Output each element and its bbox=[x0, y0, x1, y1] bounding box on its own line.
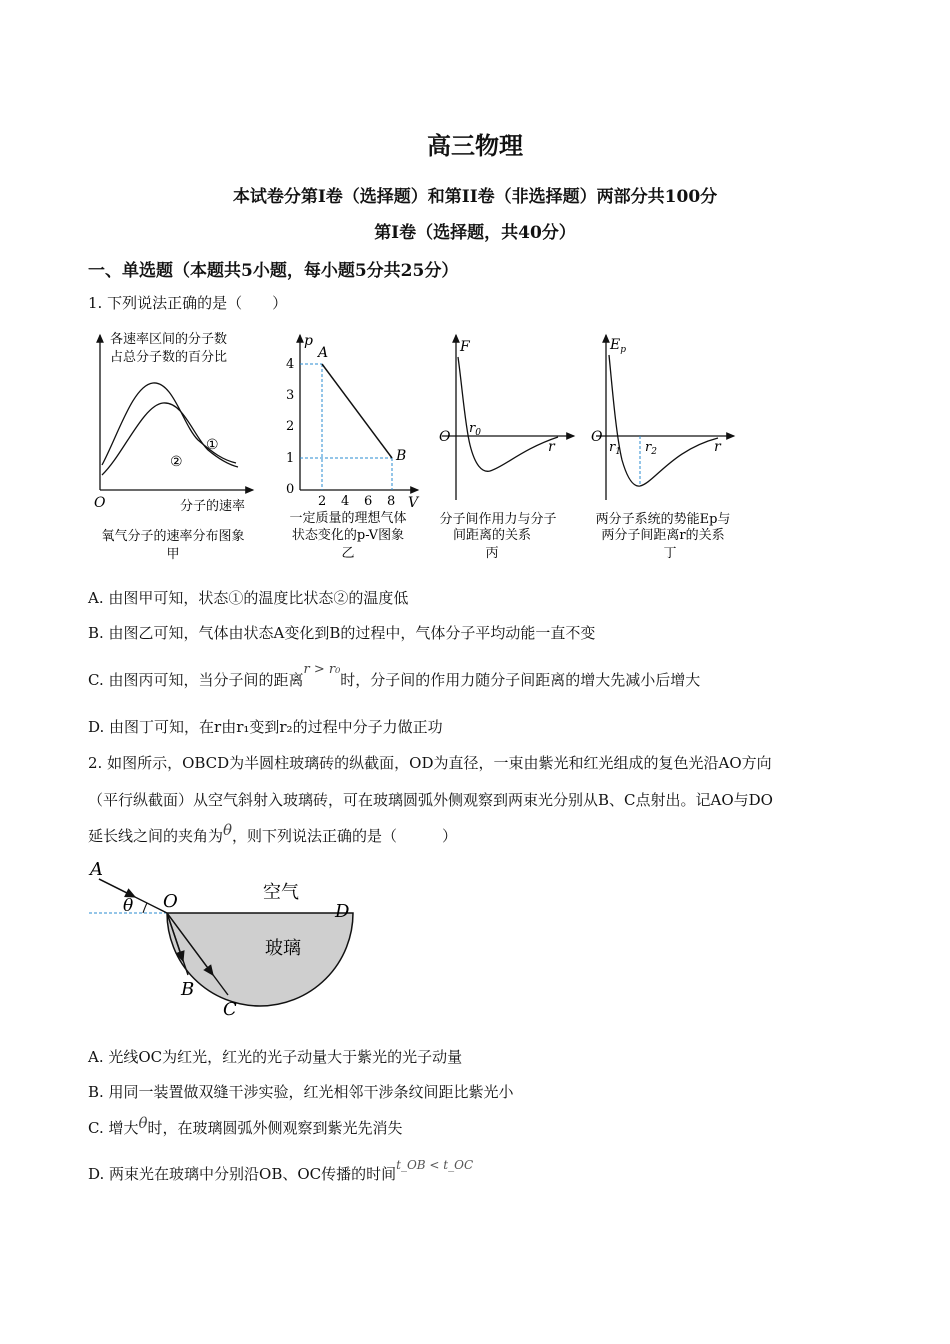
theta-arc bbox=[143, 903, 147, 913]
jia-caption1: 氧气分子的速率分布图象 bbox=[101, 529, 245, 544]
q1-option-a: A. 由图甲可知，状态①的温度比状态②的温度低 bbox=[88, 589, 409, 607]
glass-semicircle bbox=[167, 913, 353, 1006]
q2-line3 bbox=[88, 821, 458, 847]
q2-option-a: A. 光线OC为红光，红光的光子动量大于紫光的光子动量 bbox=[88, 1048, 463, 1066]
label-theta: θ bbox=[123, 896, 134, 916]
jia-origin: O bbox=[94, 495, 106, 511]
q2-option-d-pre: D. 两束光在玻璃中分别沿OB、OC传播的时间 bbox=[88, 1165, 397, 1183]
yi-ylabel: p bbox=[304, 333, 313, 349]
part-title: 第I卷（选择题，共40分） bbox=[374, 223, 576, 243]
q2-line3-pre: 延长线之间的夹角为 bbox=[88, 827, 224, 845]
q2-figure bbox=[85, 855, 375, 1020]
yi-caption2: 状态变化的p-V图象 bbox=[291, 528, 405, 543]
ding-caption1: 两分子系统的势能Ep与 bbox=[595, 512, 731, 527]
q1-stem: 1. 下列说法正确的是（ ） bbox=[88, 294, 288, 312]
yi-caption1: 一定质量的理想气体 bbox=[289, 511, 407, 526]
bing-xlabel: r bbox=[548, 439, 555, 455]
q2-option-c bbox=[88, 1114, 403, 1138]
q2-line2: （平行纵截面）从空气斜射入玻璃砖，可在玻璃圆弧外侧观察到两束光分别从B、C点射出。记AO与DO bbox=[88, 791, 773, 809]
process-line bbox=[322, 364, 392, 458]
q2-option-b: B. 用同一装置做双缝干涉实验，红光相邻干涉条纹间距比紫光小 bbox=[88, 1083, 514, 1101]
q2-option-c-pre: C. 增大 bbox=[88, 1119, 139, 1137]
q2-option-c-theta: θ bbox=[138, 1114, 148, 1132]
q2-line3-post: ，则下列说法正确的是（ ） bbox=[232, 827, 458, 845]
ding-caption3: 丁 bbox=[663, 546, 677, 561]
incident-arrow bbox=[99, 879, 135, 897]
yi-yticks bbox=[286, 357, 294, 497]
figure-ding bbox=[588, 325, 748, 570]
ytick: 3 bbox=[286, 388, 295, 403]
jia-caption2: 甲 bbox=[166, 547, 180, 562]
label-D: D bbox=[335, 901, 350, 922]
jia-ylabel1: 各速率区间的分子数 bbox=[110, 332, 228, 347]
figure-yi bbox=[280, 325, 430, 570]
xtick: 8 bbox=[387, 494, 396, 509]
curve1-label: ① bbox=[206, 437, 219, 453]
ding-r1: $r_1$ bbox=[609, 440, 621, 457]
q1-option-b: B. 由图乙可知，气体由状态A变化到B的过程中，气体分子平均动能一直不变 bbox=[88, 624, 596, 642]
ding-r2: $r_2$ bbox=[645, 440, 657, 457]
page-title: 高三物理 bbox=[427, 131, 523, 160]
ding-origin: O bbox=[591, 429, 603, 445]
ytick: 4 bbox=[286, 357, 295, 372]
point-B: B bbox=[396, 448, 407, 464]
point-A: A bbox=[318, 345, 329, 361]
q2-option-c-post: 时，在玻璃圆弧外侧观察到紫光先消失 bbox=[147, 1119, 403, 1137]
bing-caption3: 丙 bbox=[485, 546, 499, 561]
xtick: 2 bbox=[318, 494, 327, 509]
q1-option-c bbox=[88, 662, 701, 690]
force-curve bbox=[458, 357, 558, 471]
bing-caption2: 间距离的关系 bbox=[452, 528, 532, 543]
yi-xticks bbox=[318, 494, 395, 509]
figure-jia bbox=[88, 325, 268, 570]
label-O: O bbox=[163, 891, 178, 912]
ding-ylabel: $E_p$ bbox=[610, 337, 626, 355]
ding-caption2: 两分子间距离r的关系 bbox=[601, 528, 725, 543]
bing-ylabel: F bbox=[460, 339, 470, 355]
ytick: 0 bbox=[286, 482, 295, 497]
q1-option-c-math: r > r₀ bbox=[303, 662, 341, 677]
yi-caption3: 乙 bbox=[341, 546, 355, 561]
label-B: B bbox=[181, 979, 195, 1000]
label-C: C bbox=[223, 999, 237, 1020]
q2-theta: θ bbox=[223, 821, 233, 839]
curve2-label: ② bbox=[170, 454, 183, 470]
energy-curve bbox=[609, 355, 718, 486]
bing-origin: O bbox=[439, 429, 451, 445]
q2-line1: 2. 如图所示，OBCD为半圆柱玻璃砖的纵截面，OD为直径，一束由紫光和红光组成的复色光沿AO方向 bbox=[88, 754, 772, 772]
q2-option-d-math: t_OB < t_OC bbox=[396, 1158, 474, 1172]
figure-bing bbox=[432, 325, 582, 570]
q1-option-d: D. 由图丁可知，在r由r₁变到r₂的过程中分子力做正功 bbox=[88, 718, 443, 736]
ytick: 2 bbox=[286, 419, 295, 434]
jia-xlabel: 分子的速率 bbox=[180, 499, 246, 514]
ytick: 1 bbox=[286, 451, 295, 466]
bing-r0: $r_0$ bbox=[469, 421, 481, 438]
xtick: 6 bbox=[364, 494, 373, 509]
label-glass: 玻璃 bbox=[265, 938, 301, 959]
yi-xlabel: V bbox=[408, 495, 419, 511]
q1-option-c-pre: C. 由图丙可知，当分子间的距离 bbox=[88, 671, 304, 689]
label-A: A bbox=[90, 859, 103, 880]
jia-ylabel2: 占总分子数的百分比 bbox=[110, 350, 228, 365]
exam-subtitle: 本试卷分第I卷（选择题）和第II卷（非选择题）两部分共100分 bbox=[232, 187, 718, 207]
ding-xlabel: r bbox=[714, 439, 721, 455]
q1-option-c-post: 时，分子间的作用力随分子间距离的增大先减小后增大 bbox=[340, 671, 701, 689]
bing-caption1: 分子间作用力与分子 bbox=[439, 512, 557, 527]
label-air: 空气 bbox=[263, 882, 299, 903]
section-title: 一、单选题（本题共5小题，每小题5分共25分） bbox=[88, 261, 459, 281]
q2-option-d bbox=[88, 1158, 474, 1184]
xtick: 4 bbox=[341, 494, 350, 509]
